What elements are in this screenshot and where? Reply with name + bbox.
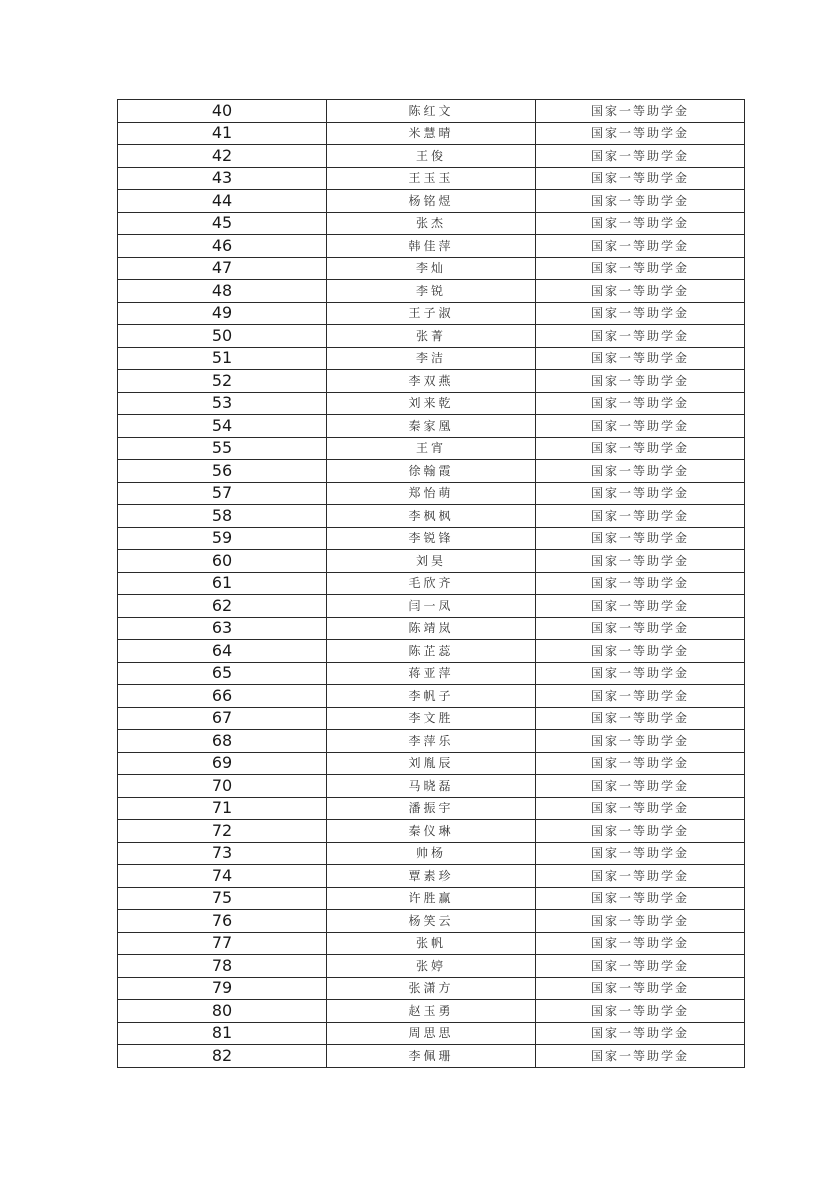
student-name-cell: 陈靖岚 <box>327 617 536 640</box>
row-number-cell: 49 <box>118 302 327 325</box>
row-number-cell: 59 <box>118 527 327 550</box>
student-name-cell: 郑怡萌 <box>327 482 536 505</box>
row-number-cell: 54 <box>118 415 327 438</box>
table-row <box>118 1045 745 1068</box>
award-name-cell: 国家一等助学金 <box>536 1045 745 1068</box>
table-row <box>118 1022 745 1045</box>
award-name-cell: 国家一等助学金 <box>536 910 745 933</box>
student-name-cell: 王玉玉 <box>327 167 536 190</box>
row-number-cell: 47 <box>118 257 327 280</box>
student-name-cell: 韩佳萍 <box>327 235 536 258</box>
table-row <box>118 775 745 798</box>
table-row <box>118 550 745 573</box>
row-number-cell: 79 <box>118 977 327 1000</box>
award-name-cell: 国家一等助学金 <box>536 392 745 415</box>
table-row <box>118 167 745 190</box>
award-name-cell: 国家一等助学金 <box>536 955 745 978</box>
table-row <box>118 595 745 618</box>
award-name-cell: 国家一等助学金 <box>536 707 745 730</box>
award-name-cell: 国家一等助学金 <box>536 662 745 685</box>
award-name-cell: 国家一等助学金 <box>536 797 745 820</box>
row-number-cell: 81 <box>118 1022 327 1045</box>
table-row <box>118 1000 745 1023</box>
row-number-cell: 42 <box>118 145 327 168</box>
table-row <box>118 797 745 820</box>
table-row <box>118 887 745 910</box>
table-row <box>118 392 745 415</box>
table-row <box>118 145 745 168</box>
student-name-cell: 李佩珊 <box>327 1045 536 1068</box>
table-row <box>118 685 745 708</box>
award-name-cell: 国家一等助学金 <box>536 752 745 775</box>
table-row <box>118 527 745 550</box>
award-name-cell: 国家一等助学金 <box>536 347 745 370</box>
student-name-cell: 蒋亚萍 <box>327 662 536 685</box>
award-name-cell: 国家一等助学金 <box>536 145 745 168</box>
student-name-cell: 张潇方 <box>327 977 536 1000</box>
award-name-cell: 国家一等助学金 <box>536 212 745 235</box>
table-row <box>118 617 745 640</box>
student-name-cell: 徐翰霞 <box>327 460 536 483</box>
row-number-cell: 65 <box>118 662 327 685</box>
award-name-cell: 国家一等助学金 <box>536 100 745 123</box>
table-row <box>118 460 745 483</box>
table-row <box>118 977 745 1000</box>
award-name-cell: 国家一等助学金 <box>536 257 745 280</box>
table-row <box>118 235 745 258</box>
award-name-cell: 国家一等助学金 <box>536 640 745 663</box>
student-name-cell: 赵玉勇 <box>327 1000 536 1023</box>
award-name-cell: 国家一等助学金 <box>536 460 745 483</box>
table-body <box>118 100 745 1068</box>
student-name-cell: 周思思 <box>327 1022 536 1045</box>
student-name-cell: 秦家凰 <box>327 415 536 438</box>
student-name-cell: 帅杨 <box>327 842 536 865</box>
award-name-cell: 国家一等助学金 <box>536 280 745 303</box>
row-number-cell: 48 <box>118 280 327 303</box>
table-row <box>118 347 745 370</box>
row-number-cell: 52 <box>118 370 327 393</box>
grant-recipients-table <box>117 99 745 1068</box>
student-name-cell: 李萍乐 <box>327 730 536 753</box>
row-number-cell: 75 <box>118 887 327 910</box>
student-name-cell: 王俊 <box>327 145 536 168</box>
student-name-cell: 马晓磊 <box>327 775 536 798</box>
row-number-cell: 68 <box>118 730 327 753</box>
student-name-cell: 李灿 <box>327 257 536 280</box>
table-row <box>118 302 745 325</box>
student-name-cell: 李帆子 <box>327 685 536 708</box>
row-number-cell: 73 <box>118 842 327 865</box>
student-name-cell: 米慧晴 <box>327 122 536 145</box>
student-name-cell: 刘昊 <box>327 550 536 573</box>
row-number-cell: 53 <box>118 392 327 415</box>
table-row <box>118 640 745 663</box>
table-row <box>118 100 745 123</box>
table-row <box>118 955 745 978</box>
row-number-cell: 70 <box>118 775 327 798</box>
award-name-cell: 国家一等助学金 <box>536 370 745 393</box>
table-row <box>118 910 745 933</box>
award-name-cell: 国家一等助学金 <box>536 325 745 348</box>
table-row <box>118 122 745 145</box>
table-row <box>118 820 745 843</box>
row-number-cell: 46 <box>118 235 327 258</box>
award-name-cell: 国家一等助学金 <box>536 865 745 888</box>
student-name-cell: 刘来乾 <box>327 392 536 415</box>
award-name-cell: 国家一等助学金 <box>536 977 745 1000</box>
award-name-cell: 国家一等助学金 <box>536 190 745 213</box>
row-number-cell: 44 <box>118 190 327 213</box>
student-name-cell: 李锐锋 <box>327 527 536 550</box>
table-row <box>118 212 745 235</box>
row-number-cell: 78 <box>118 955 327 978</box>
table-row <box>118 752 745 775</box>
student-name-cell: 杨铭煜 <box>327 190 536 213</box>
table-row <box>118 662 745 685</box>
table-row <box>118 257 745 280</box>
row-number-cell: 61 <box>118 572 327 595</box>
student-name-cell: 陈芷蕊 <box>327 640 536 663</box>
table-row <box>118 437 745 460</box>
row-number-cell: 45 <box>118 212 327 235</box>
table-row <box>118 280 745 303</box>
table-row <box>118 865 745 888</box>
student-name-cell: 毛欣齐 <box>327 572 536 595</box>
row-number-cell: 80 <box>118 1000 327 1023</box>
row-number-cell: 55 <box>118 437 327 460</box>
table-row <box>118 707 745 730</box>
student-name-cell: 张帆 <box>327 932 536 955</box>
award-name-cell: 国家一等助学金 <box>536 122 745 145</box>
award-name-cell: 国家一等助学金 <box>536 595 745 618</box>
row-number-cell: 69 <box>118 752 327 775</box>
award-name-cell: 国家一等助学金 <box>536 932 745 955</box>
row-number-cell: 57 <box>118 482 327 505</box>
row-number-cell: 77 <box>118 932 327 955</box>
award-name-cell: 国家一等助学金 <box>536 572 745 595</box>
row-number-cell: 72 <box>118 820 327 843</box>
row-number-cell: 76 <box>118 910 327 933</box>
row-number-cell: 51 <box>118 347 327 370</box>
table-row <box>118 482 745 505</box>
award-name-cell: 国家一等助学金 <box>536 685 745 708</box>
table-row <box>118 370 745 393</box>
table-row <box>118 325 745 348</box>
student-name-cell: 李双燕 <box>327 370 536 393</box>
student-name-cell: 陈红文 <box>327 100 536 123</box>
award-name-cell: 国家一等助学金 <box>536 527 745 550</box>
row-number-cell: 66 <box>118 685 327 708</box>
table-row <box>118 505 745 528</box>
table-row <box>118 415 745 438</box>
row-number-cell: 50 <box>118 325 327 348</box>
award-name-cell: 国家一等助学金 <box>536 302 745 325</box>
student-name-cell: 王宵 <box>327 437 536 460</box>
award-name-cell: 国家一等助学金 <box>536 167 745 190</box>
student-name-cell: 秦仪琳 <box>327 820 536 843</box>
row-number-cell: 63 <box>118 617 327 640</box>
row-number-cell: 67 <box>118 707 327 730</box>
row-number-cell: 41 <box>118 122 327 145</box>
student-name-cell: 李锐 <box>327 280 536 303</box>
student-name-cell: 刘胤辰 <box>327 752 536 775</box>
row-number-cell: 82 <box>118 1045 327 1068</box>
table-row <box>118 572 745 595</box>
table-row <box>118 190 745 213</box>
table-row <box>118 730 745 753</box>
award-name-cell: 国家一等助学金 <box>536 1000 745 1023</box>
award-name-cell: 国家一等助学金 <box>536 730 745 753</box>
award-name-cell: 国家一等助学金 <box>536 1022 745 1045</box>
student-name-cell: 王子淑 <box>327 302 536 325</box>
award-name-cell: 国家一等助学金 <box>536 437 745 460</box>
award-name-cell: 国家一等助学金 <box>536 842 745 865</box>
row-number-cell: 58 <box>118 505 327 528</box>
student-name-cell: 杨笑云 <box>327 910 536 933</box>
award-name-cell: 国家一等助学金 <box>536 482 745 505</box>
row-number-cell: 43 <box>118 167 327 190</box>
row-number-cell: 71 <box>118 797 327 820</box>
award-name-cell: 国家一等助学金 <box>536 505 745 528</box>
row-number-cell: 40 <box>118 100 327 123</box>
row-number-cell: 56 <box>118 460 327 483</box>
student-name-cell: 张菁 <box>327 325 536 348</box>
award-name-cell: 国家一等助学金 <box>536 235 745 258</box>
award-name-cell: 国家一等助学金 <box>536 550 745 573</box>
row-number-cell: 60 <box>118 550 327 573</box>
table-row <box>118 932 745 955</box>
student-name-cell: 许胜赢 <box>327 887 536 910</box>
student-name-cell: 潘振宇 <box>327 797 536 820</box>
student-name-cell: 李文胜 <box>327 707 536 730</box>
award-name-cell: 国家一等助学金 <box>536 775 745 798</box>
award-name-cell: 国家一等助学金 <box>536 617 745 640</box>
student-name-cell: 李洁 <box>327 347 536 370</box>
student-name-cell: 张杰 <box>327 212 536 235</box>
table-row <box>118 842 745 865</box>
row-number-cell: 64 <box>118 640 327 663</box>
row-number-cell: 74 <box>118 865 327 888</box>
row-number-cell: 62 <box>118 595 327 618</box>
student-name-cell: 闫一凤 <box>327 595 536 618</box>
student-name-cell: 张婷 <box>327 955 536 978</box>
student-name-cell: 李枫枫 <box>327 505 536 528</box>
student-name-cell: 覃素珍 <box>327 865 536 888</box>
award-name-cell: 国家一等助学金 <box>536 887 745 910</box>
award-name-cell: 国家一等助学金 <box>536 415 745 438</box>
award-name-cell: 国家一等助学金 <box>536 820 745 843</box>
